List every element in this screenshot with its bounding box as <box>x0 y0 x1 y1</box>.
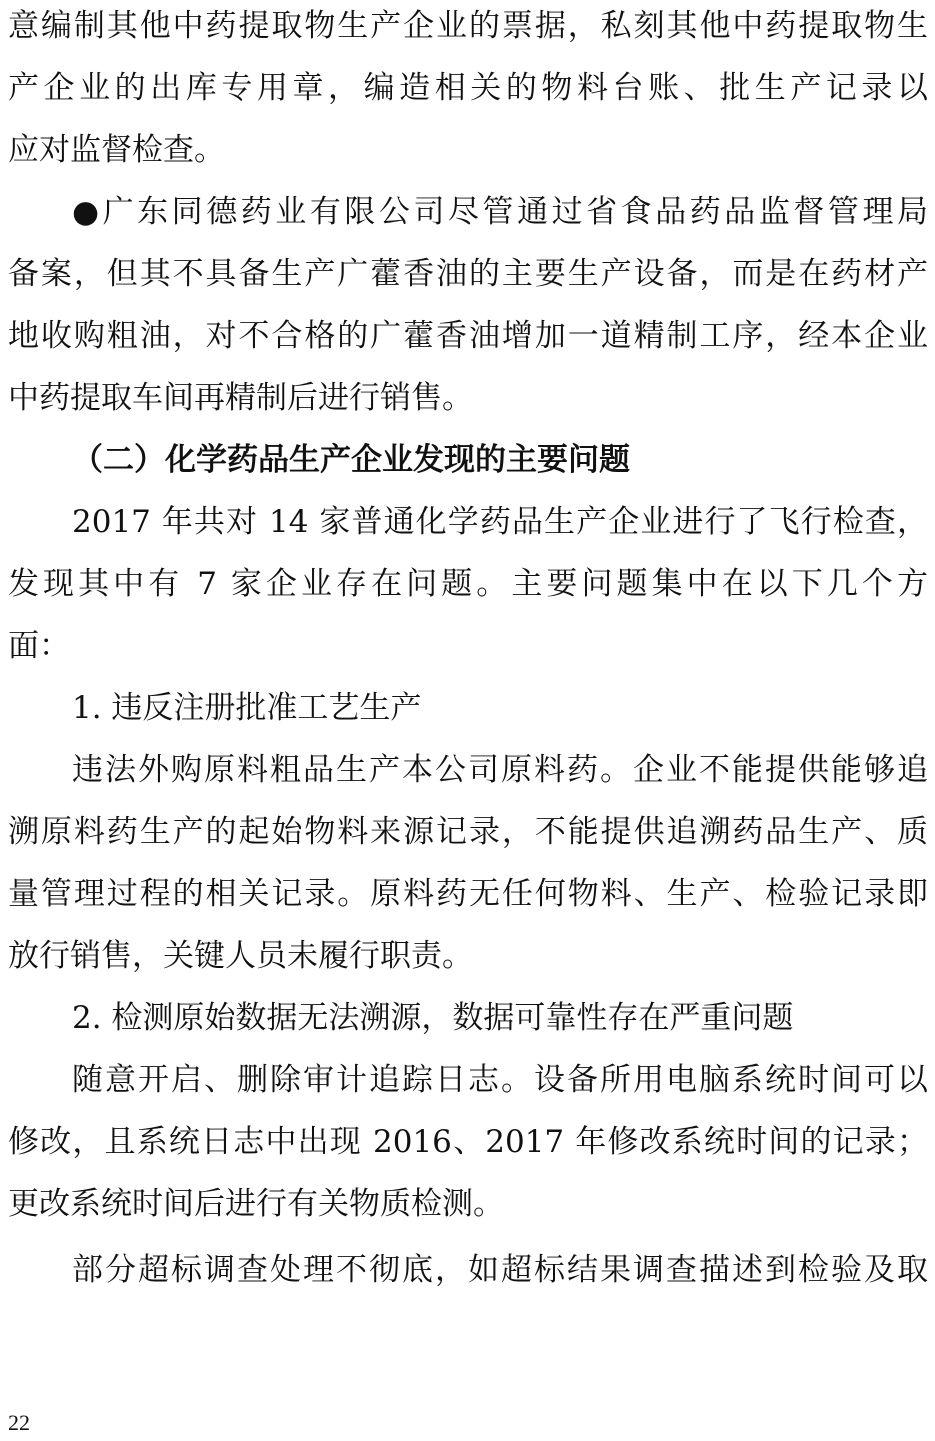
subsection-heading: 2. 检测原始数据无法溯源，数据可靠性存在严重问题 <box>72 1000 794 1036</box>
text-line: 修改，且系统日志中出现 2016、2017 年修改系统时间的记录； <box>8 1124 928 1160</box>
text-line: 部分超标调查处理不彻底，如超标结果调查描述到检验及取 <box>72 1252 928 1288</box>
text-line: 产企业的出库专用章，编造相关的物料台账、批生产记录以 <box>8 70 928 106</box>
text-line: 违法外购原料粗品生产本公司原料药。企业不能提供能够追 <box>72 752 928 788</box>
text-line: 量管理过程的相关记录。原料药无任何物料、生产、检验记录即 <box>8 876 928 912</box>
text-line: 溯原料药生产的起始物料来源记录，不能提供追溯药品生产、质 <box>8 814 928 850</box>
text-line: 应对监督检查。 <box>8 132 225 168</box>
text-line: 更改系统时间后进行有关物质检测。 <box>8 1186 504 1222</box>
text-line: 随意开启、删除审计追踪日志。设备所用电脑系统时间可以 <box>72 1062 928 1098</box>
page-number: 22 <box>8 1410 30 1435</box>
text-line: 放行销售，关键人员未履行职责。 <box>8 938 473 974</box>
text-line: 中药提取车间再精制后进行销售。 <box>8 380 473 416</box>
text-line: 意编制其他中药提取物生产企业的票据，私刻其他中药提取物生 <box>8 8 928 44</box>
text-line: 发现其中有 7 家企业存在问题。主要问题集中在以下几个方 <box>8 566 928 602</box>
text-line: 面： <box>8 628 70 664</box>
text-line: 地收购粗油，对不合格的广藿香油增加一道精制工序，经本企业 <box>8 318 928 354</box>
bullet-paragraph-line: ●广东同德药业有限公司尽管通过省食品药品监督管理局 <box>72 194 928 230</box>
section-heading: （二）化学药品生产企业发现的主要问题 <box>72 442 630 478</box>
text-line: 备案，但其不具备生产广藿香油的主要生产设备，而是在药材产 <box>8 256 928 292</box>
text-line: 2017 年共对 14 家普通化学药品生产企业进行了飞行检查， <box>72 504 928 540</box>
subsection-heading: 1. 违反注册批准工艺生产 <box>72 690 422 726</box>
